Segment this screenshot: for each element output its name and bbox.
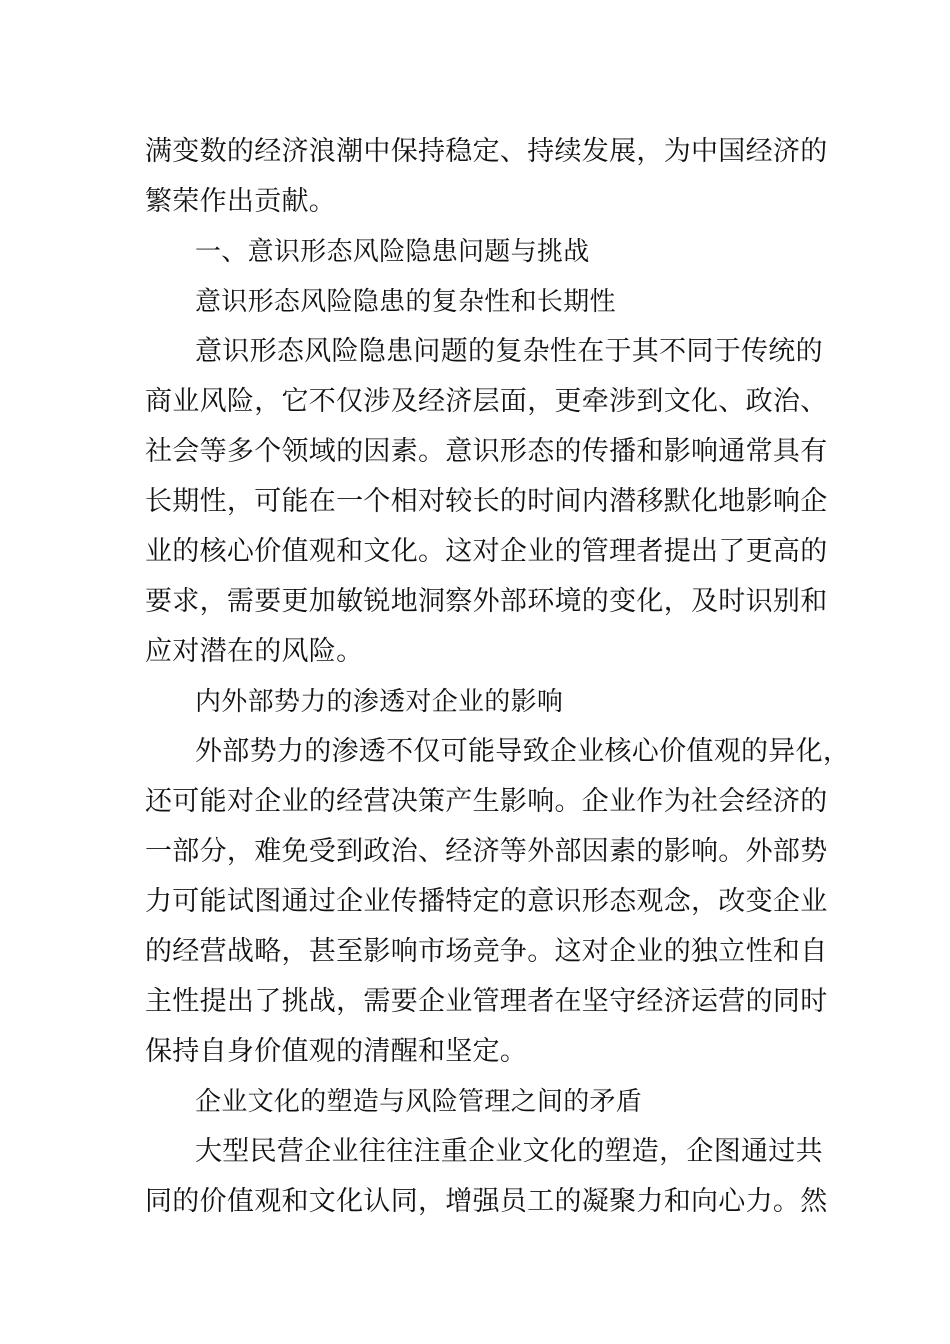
paragraph-line: 还可能对企业的经营决策产生影响。企业作为社会经济的 xyxy=(145,786,828,817)
paragraph-line: 意识形态风险隐患问题的复杂性在于其不同于传统的 xyxy=(195,336,823,367)
paragraph-line: 繁荣作出贡献。 xyxy=(145,186,337,217)
paragraph-line: 同的价值观和文化认同，增强员工的凝聚力和向心力。然 xyxy=(145,1186,828,1217)
section-heading: 一、意识形态风险隐患问题与挑战 xyxy=(195,237,590,267)
paragraph-line: 力可能试图通过企业传播特定的意识形态观念，改变企业 xyxy=(145,886,828,917)
paragraph-line: 外部势力的渗透不仅可能导致企业核心价值观的异化， xyxy=(195,736,851,767)
paragraph-line: 满变数的经济浪潮中保持稳定、持续发展，为中国经济的 xyxy=(145,136,828,167)
paragraph-line: 业的核心价值观和文化。这对企业的管理者提出了更高的 xyxy=(145,536,828,567)
paragraph-line: 社会等多个领域的因素。意识形态的传播和影响通常具有 xyxy=(145,436,828,467)
subsection-heading: 企业文化的塑造与风险管理之间的矛盾 xyxy=(195,1087,643,1117)
paragraph-line: 一部分，难免受到政治、经济等外部因素的影响。外部势 xyxy=(145,836,828,867)
subsection-heading: 意识形态风险隐患的复杂性和长期性 xyxy=(195,287,616,317)
paragraph-line: 的经营战略，甚至影响市场竞争。这对企业的独立性和自 xyxy=(145,936,828,967)
paragraph-line: 长期性，可能在一个相对较长的时间内潜移默化地影响企 xyxy=(145,486,828,517)
paragraph-line: 商业风险，它不仅涉及经济层面，更牵涉到文化、政治、 xyxy=(145,386,828,417)
paragraph-line: 要求，需要更加敏锐地洞察外部环境的变化，及时识别和 xyxy=(145,586,828,617)
paragraph-line: 保持自身价值观的清醒和坚定。 xyxy=(145,1036,528,1067)
paragraph-line: 大型民营企业往往注重企业文化的塑造，企图通过共 xyxy=(195,1136,823,1167)
subsection-heading: 内外部势力的渗透对企业的影响 xyxy=(195,687,564,717)
paragraph-line: 应对潜在的风险。 xyxy=(145,636,364,667)
paragraph-line: 主性提出了挑战，需要企业管理者在坚守经济运营的同时 xyxy=(145,986,828,1017)
